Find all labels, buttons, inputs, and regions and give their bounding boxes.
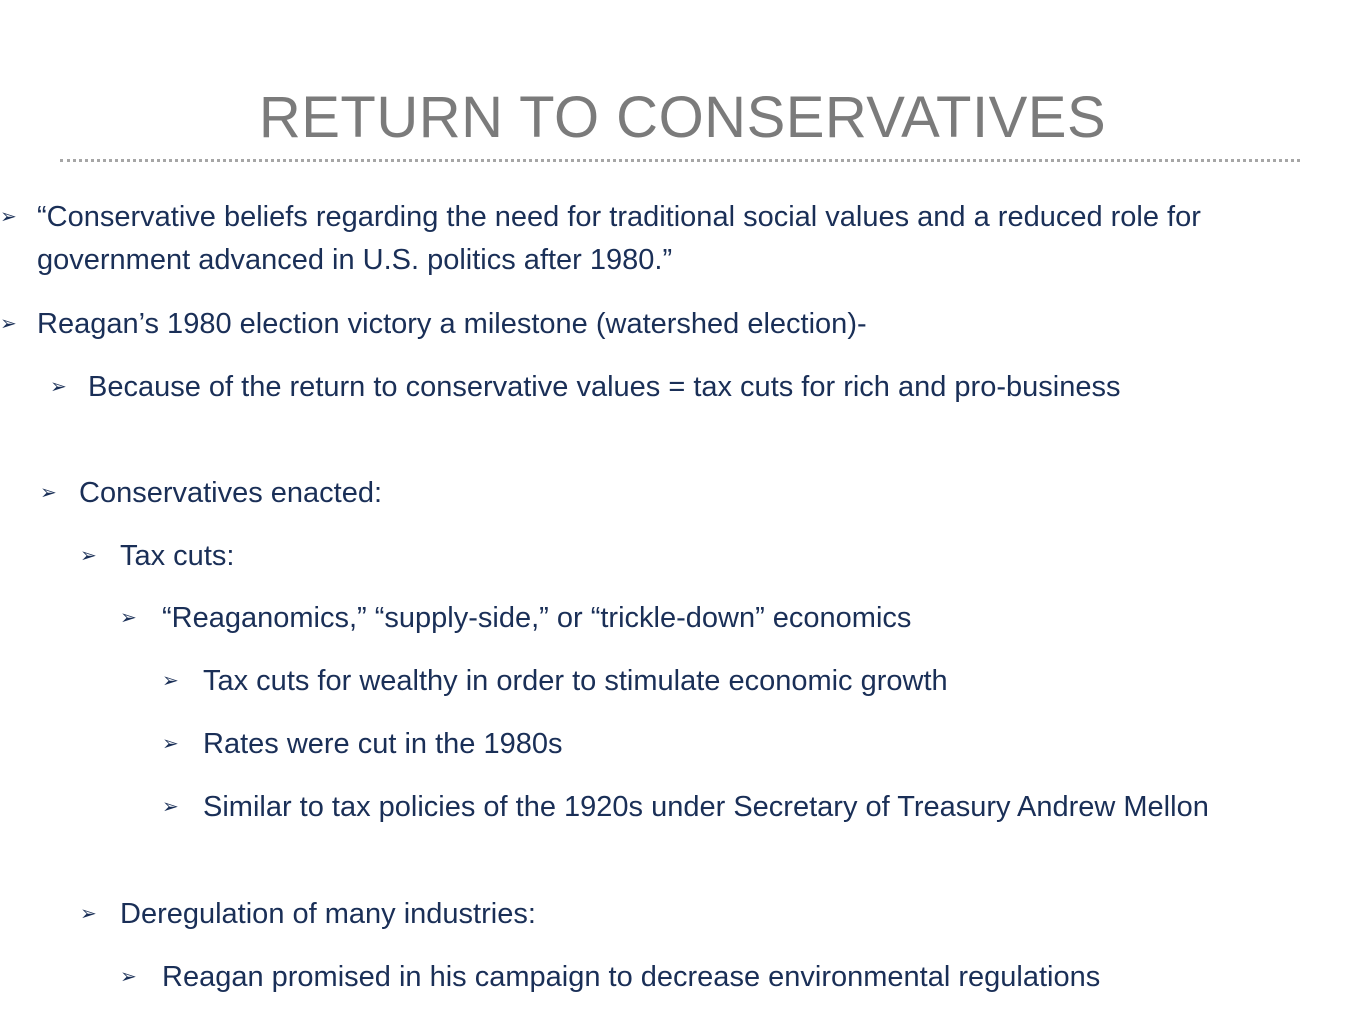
arrow-bullet-icon: ➢ [0,206,17,228]
arrow-bullet-icon: ➢ [0,313,17,335]
bullet-item [162,660,1352,703]
bullet-item [40,472,1240,515]
arrow-bullet-icon: ➢ [80,545,97,567]
arrow-bullet-icon: ➢ [162,733,179,755]
arrow-bullet-icon: ➢ [162,670,179,692]
arrow-bullet-icon: ➢ [50,376,67,398]
bullet-text: Deregulation of many industries: [120,898,536,930]
arrow-bullet-icon: ➢ [162,796,179,818]
bullet-item [120,597,1320,640]
bullet-item [0,303,1300,346]
bullet-text: Rates were cut in the 1980s [203,728,563,760]
slide-title: RETURN TO CONSERVATIVES [258,85,1107,150]
bullet-text: “Conservative beliefs regarding the need for traditional social values and a reduced role for government advanced in U.S. politics after 1980.” [37,201,1201,276]
bullet-item [80,893,1280,936]
bullet-item [50,366,1240,409]
bullet-text: Conservatives enacted: [79,477,383,509]
title-divider [60,159,1300,162]
bullet-item [0,196,1240,282]
bullet-item [120,956,1360,999]
bullet-item [80,535,1280,578]
bullet-text: Reagan’s 1980 election victory a milestone (watershed election)- [37,308,867,340]
bullet-text: Because of the return to conservative values = tax cuts for rich and pro-business [88,371,1121,403]
arrow-bullet-icon: ➢ [120,966,137,988]
arrow-bullet-icon: ➢ [40,482,57,504]
bullet-text: Tax cuts for wealthy in order to stimulate economic growth [203,665,948,697]
bullet-text: Reagan promised in his campaign to decrease environmental regulations [162,961,1101,993]
bullet-text: Tax cuts: [120,540,235,572]
arrow-bullet-icon: ➢ [80,903,97,925]
bullet-item [162,786,1352,829]
bullet-item [162,723,1352,766]
bullet-text: Similar to tax policies of the 1920s under Secretary of Treasury Andrew Mellon [203,791,1209,823]
bullet-text: “Reaganomics,” “supply-side,” or “trickle-down” economics [162,602,912,634]
arrow-bullet-icon: ➢ [120,607,137,629]
